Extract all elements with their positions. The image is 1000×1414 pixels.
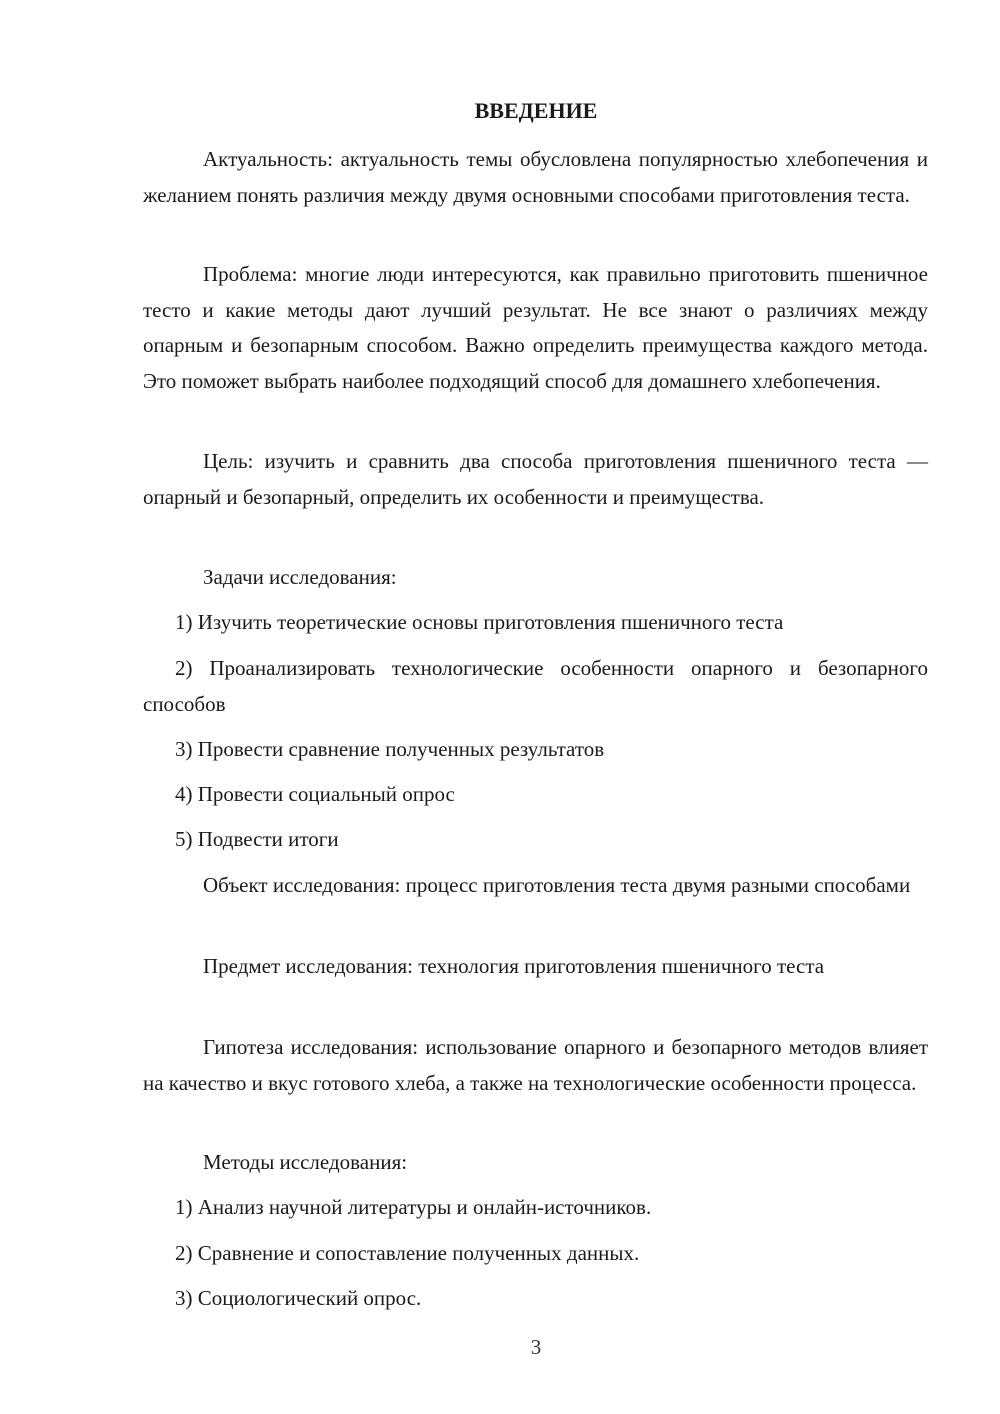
task-item-4: 4) Провести социальный опрос <box>175 782 455 806</box>
subject-paragraph: Предмет исследования: технология приготовления пшеничного теста <box>203 954 825 978</box>
object-paragraph: Объект исследования: процесс приготовления теста двумя разными способами <box>203 873 911 897</box>
method-item-3: 3) Социологический опрос. <box>175 1286 422 1310</box>
task-item-5: 5) Подвести итоги <box>175 827 339 851</box>
task-item-2: 2) Проанализировать технологические особенности опарного и безопарного способов <box>143 656 928 716</box>
tasks-title: Задачи исследования: <box>203 565 397 589</box>
methods-title: Методы исследования: <box>203 1150 408 1174</box>
page-number: 3 <box>530 1335 542 1359</box>
hypothesis-paragraph: Гипотеза исследования: использование опарного и безопарного методов влияет на качество и вкус готового хлеба, а также на технологические особенности процесса. <box>143 1035 928 1095</box>
method-item-2: 2) Сравнение и сопоставление полученных данных. <box>175 1241 640 1265</box>
goal-paragraph: Цель: изучить и сравнить два способа приготовления пшеничного теста — опарный и безопарный, определить их особенности и преимущества. <box>143 449 928 509</box>
method-item-1: 1) Анализ научной литературы и онлайн-источников. <box>175 1195 652 1219</box>
problem-paragraph: Проблема: многие люди интересуются, как правильно приготовить пшеничное тесто и какие методы дают лучший результат. Не все знают о различиях между опарным и безопарным способом. Важно определить преимущества каждого метода. Это поможет выбрать наиболее подходящий способ для домашнего хлебопечения. <box>143 262 928 393</box>
relevance-paragraph: Актуальность: актуальность темы обусловлена популярностью хлебопечения и желанием понять различия между двумя основными способами приготовления теста. <box>143 147 928 207</box>
task-item-3: 3) Провести сравнение полученных результатов <box>175 737 605 761</box>
task-item-1: 1) Изучить теоретические основы приготовления пшеничного теста <box>175 610 784 634</box>
section-heading: ВВЕДЕНИЕ <box>474 98 598 123</box>
